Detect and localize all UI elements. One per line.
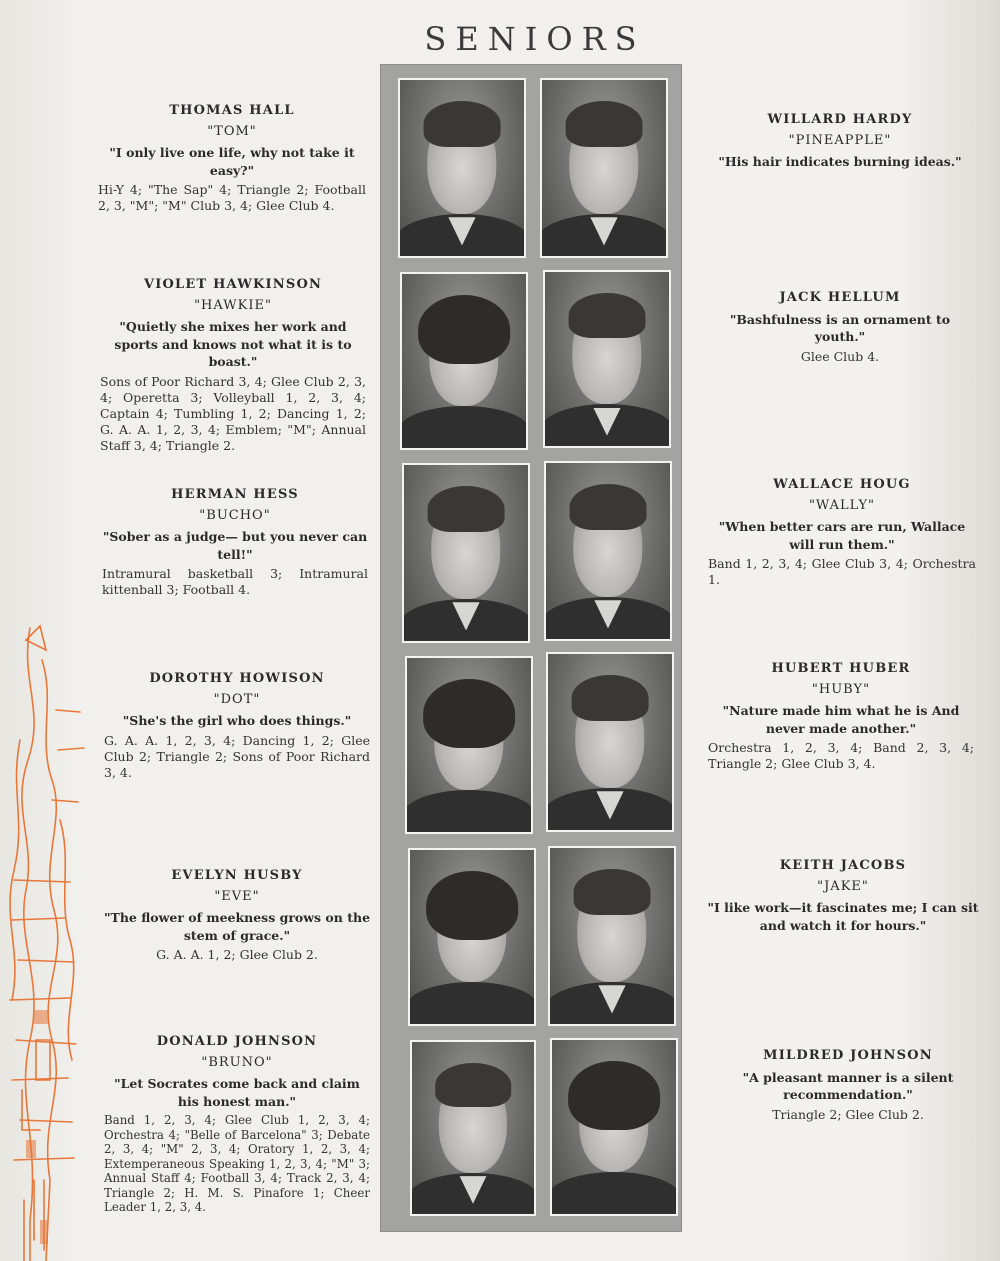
page-title: SENIORS bbox=[424, 20, 646, 58]
portrait-violet-hawkinson bbox=[400, 272, 528, 450]
senior-entry bbox=[704, 111, 976, 171]
senior-name: HERMAN HESS bbox=[171, 487, 299, 502]
senior-entry bbox=[722, 289, 958, 365]
senior-nickname: "HAWKIE" bbox=[194, 297, 272, 313]
senior-quote: "His hair indicates burning ideas." bbox=[718, 154, 962, 169]
senior-nickname: "EVE" bbox=[214, 888, 260, 904]
senior-activities: Band 1, 2, 3, 4; Glee Club 3, 4; Orchestra 1. bbox=[708, 556, 976, 587]
senior-quote: "The flower of meekness grows on the stem of grace." bbox=[104, 910, 371, 943]
senior-nickname: "DOT" bbox=[213, 691, 261, 707]
senior-entry bbox=[722, 1047, 974, 1123]
senior-activities: Intramural basketball 3; Intramural kittenball 3; Football 4. bbox=[102, 566, 368, 597]
senior-activities: Hi-Y 4; "The Sap" 4; Triangle 2; Football 2, 3, "M"; "M" Club 3, 4; Glee Club 4. bbox=[98, 182, 366, 213]
senior-name: DONALD JOHNSON bbox=[156, 1034, 318, 1049]
senior-name: EVELYN HUSBY bbox=[171, 868, 303, 883]
senior-name: THOMAS HALL bbox=[169, 103, 295, 118]
senior-name: VIOLET HAWKINSON bbox=[143, 277, 323, 292]
senior-name: WALLACE HOUG bbox=[773, 477, 911, 492]
senior-quote: "Let Socrates come back and claim his honest man." bbox=[114, 1076, 360, 1109]
senior-quote: "When better cars are run, Wallace will run them." bbox=[718, 519, 966, 552]
senior-entry bbox=[708, 660, 974, 772]
portrait-herman-hess bbox=[402, 463, 530, 643]
portrait-mildred-johnson bbox=[550, 1038, 678, 1216]
senior-name: DOROTHY HOWISON bbox=[149, 671, 325, 686]
senior-quote: "Sober as a judge— but you never can tell!" bbox=[102, 529, 368, 562]
senior-activities: Triangle 2; Glee Club 2. bbox=[772, 1106, 924, 1122]
portrait-keith-jacobs bbox=[548, 846, 676, 1026]
senior-activities: Glee Club 4. bbox=[800, 348, 880, 364]
senior-name: KEITH JACOBS bbox=[779, 858, 907, 873]
senior-quote: "I like work—it fascinates me; I can sit and watch it for hours." bbox=[707, 900, 979, 933]
senior-nickname: "JAKE" bbox=[817, 878, 869, 894]
senior-nickname: "WALLY" bbox=[808, 497, 876, 513]
portrait-wallace-houg bbox=[544, 461, 672, 641]
senior-name: MILDRED JOHNSON bbox=[763, 1048, 933, 1063]
senior-name: WILLARD HARDY bbox=[767, 112, 913, 127]
senior-activities: G. A. A. 1, 2, 3, 4; Dancing 1, 2; Glee Club 2; Triangle 2; Sons of Poor Richard 3, 4. bbox=[104, 732, 370, 780]
senior-activities: Orchestra 1, 2, 3, 4; Band 2, 3, 4; Triangle 2; Glee Club 3, 4. bbox=[708, 740, 974, 771]
senior-nickname: "HUBY" bbox=[811, 681, 871, 697]
senior-quote: "She's the girl who does things." bbox=[122, 713, 352, 728]
portrait-hubert-huber bbox=[546, 652, 674, 832]
senior-nickname: "BUCHO" bbox=[199, 507, 271, 523]
senior-name: HUBERT HUBER bbox=[771, 661, 911, 676]
portrait-dorothy-howison bbox=[405, 656, 533, 834]
portrait-thomas-hall bbox=[398, 78, 526, 258]
senior-nickname: "TOM" bbox=[207, 123, 257, 139]
senior-activities: G. A. A. 1, 2; Glee Club 2. bbox=[156, 947, 318, 962]
senior-quote: "Quietly she mixes her work and sports and knows not what it is to boast." bbox=[114, 319, 352, 369]
senior-entry bbox=[100, 276, 366, 454]
senior-entry bbox=[104, 867, 370, 963]
senior-entry bbox=[708, 476, 976, 588]
senior-entry bbox=[102, 486, 368, 598]
senior-quote: "A pleasant manner is a silent recommendation." bbox=[742, 1069, 954, 1102]
senior-activities: Band 1, 2, 3, 4; Glee Club 1, 2, 3, 4; Orchestra 4; "Belle of Barcelona" 3; Debate 2, 3, 4; "M" 2, 3, 4; Oratory 1, 2, 3, 4; Extemperaneous Speaking 1, 2, 3, 4; "M" 3; Annual Staff 4; Football 3, 4; Track 2, 3, 4; Triangle 2; H. M. S. Pinafore 1; Cheer Leader 1, 2, 3, 4. bbox=[104, 1113, 370, 1214]
senior-activities: Sons of Poor Richard 3, 4; Glee Club 2, 3, 4; Operetta 3; Volleyball 1, 2, 3, 4; Captain 4; Tumbling 1, 2; Dancing 1, 2; G. A. A. 1, 2, 3, 4; Emblem; "M"; Annual Staff 3, 4; Triangle 2. bbox=[100, 373, 366, 453]
orange-ornament-border bbox=[0, 620, 110, 1261]
senior-nickname: "PINEAPPLE" bbox=[788, 132, 892, 148]
senior-quote: "I only live one life, why not take it easy?" bbox=[109, 145, 355, 178]
portrait-willard-hardy bbox=[540, 78, 668, 258]
senior-entry bbox=[98, 102, 366, 214]
senior-quote: "Bashfulness is an ornament to youth." bbox=[729, 311, 951, 344]
portrait-jack-hellum bbox=[543, 270, 671, 448]
portrait-evelyn-husby bbox=[408, 848, 536, 1026]
portrait-donald-johnson bbox=[410, 1040, 536, 1216]
senior-quote: "Nature made him what he is And never made another." bbox=[722, 703, 960, 736]
senior-nickname: "BRUNO" bbox=[201, 1054, 273, 1070]
senior-entry bbox=[704, 857, 982, 934]
senior-name: JACK HELLUM bbox=[779, 290, 901, 305]
senior-entry bbox=[104, 670, 370, 781]
senior-entry bbox=[104, 1033, 370, 1215]
